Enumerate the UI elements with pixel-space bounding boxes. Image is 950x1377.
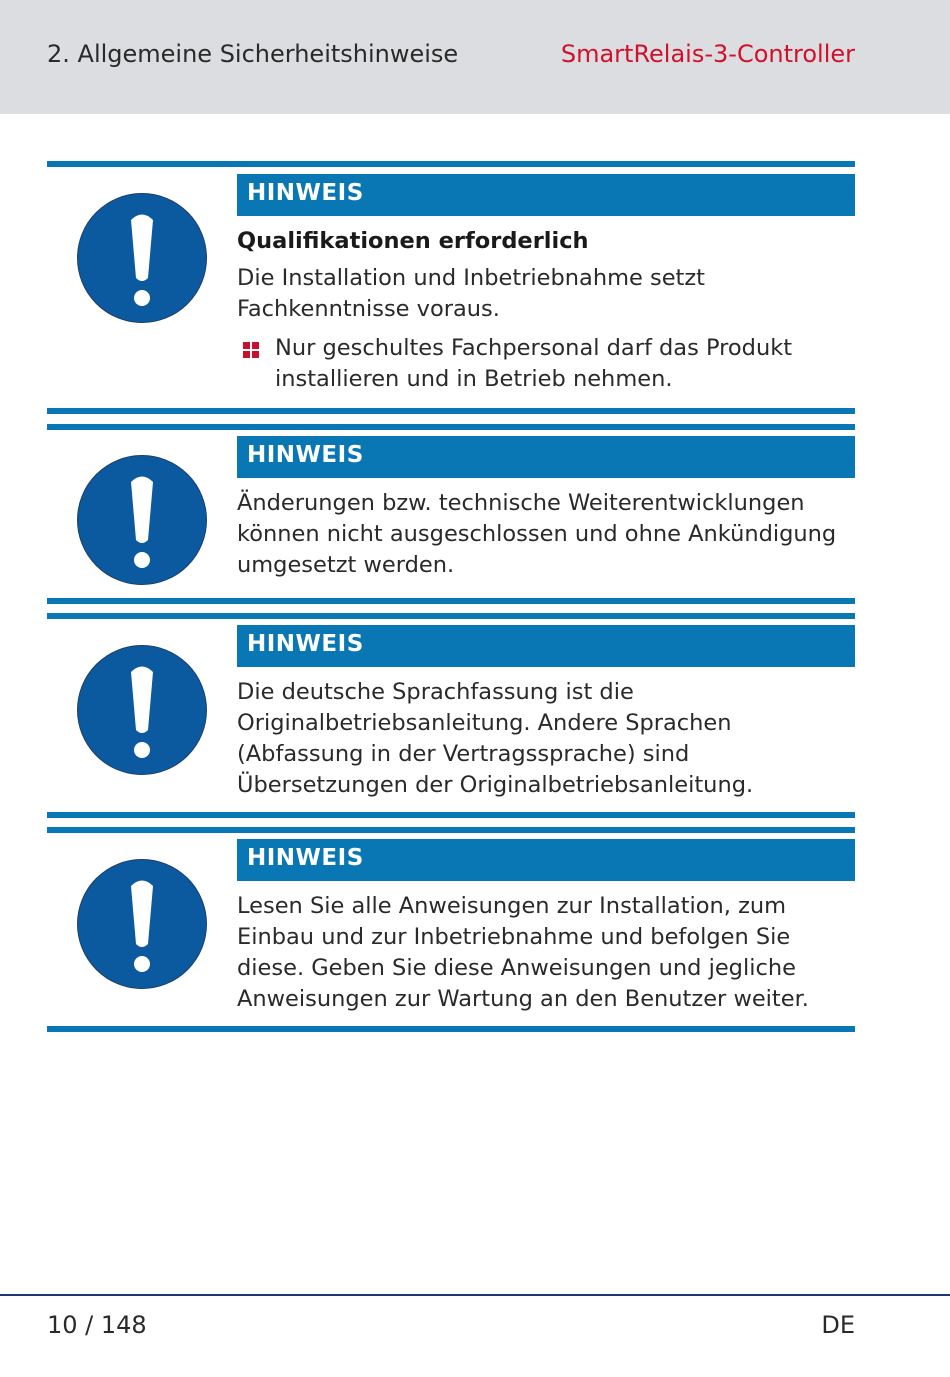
header-section-title: 2. Allgemeine Sicherheitshinweise bbox=[47, 40, 459, 68]
notice-bottom-rule bbox=[47, 598, 855, 604]
notice-text: Änderungen bzw. technische Weiterentwicklungen können nicht ausgeschlossen und ohne Ankündigung umgesetzt werden. bbox=[237, 490, 837, 578]
notice-label: HINWEIS bbox=[247, 442, 364, 468]
notice-box bbox=[47, 161, 855, 415]
notice-top-rule bbox=[47, 613, 855, 619]
notice-bottom-rule bbox=[47, 812, 855, 818]
red-square-bullet-icon bbox=[243, 342, 259, 358]
notice-top-rule bbox=[47, 827, 855, 833]
notice-content bbox=[237, 488, 847, 581]
notice-bottom-rule bbox=[47, 1026, 855, 1032]
notice-content bbox=[237, 226, 847, 395]
notice-text: Lesen Sie alle Anweisungen zur Installation, zum Einbau und zur Inbetriebnahme und befolgen Sie diese. Geben Sie diese Anweisungen und jegliche Anweisungen zur Wartung an den Benutzer weiter. bbox=[237, 893, 809, 1012]
footer-divider bbox=[0, 1294, 950, 1296]
exclamation-icon bbox=[76, 858, 208, 990]
notice-title-bar bbox=[237, 839, 855, 881]
language-code: DE bbox=[821, 1311, 855, 1339]
notice-box bbox=[47, 424, 855, 604]
header-product-name: SmartRelais-3-Controller bbox=[560, 40, 855, 68]
notice-label: HINWEIS bbox=[247, 180, 364, 206]
exclamation-icon bbox=[76, 454, 208, 586]
exclamation-icon bbox=[76, 644, 208, 776]
page-number: 10 / 148 bbox=[47, 1311, 147, 1339]
notice-bullet bbox=[237, 333, 847, 395]
notice-label: HINWEIS bbox=[247, 631, 364, 657]
notice-title-bar bbox=[237, 174, 855, 216]
notice-bottom-rule bbox=[47, 408, 855, 414]
notice-bullet-text: Nur geschultes Fachpersonal darf das Produkt installieren und in Betrieb nehmen. bbox=[275, 335, 793, 392]
notice-title-bar bbox=[237, 436, 855, 478]
notice-box bbox=[47, 827, 855, 1033]
notice-top-rule bbox=[47, 161, 855, 167]
notice-subtitle: Qualifikationen erforderlich bbox=[237, 228, 589, 254]
notice-content bbox=[237, 677, 847, 801]
notice-text: Die Installation und Inbetriebnahme setzt Fachkenntnisse voraus. bbox=[237, 265, 706, 322]
notice-label: HINWEIS bbox=[247, 845, 364, 871]
page-header bbox=[0, 0, 950, 114]
notice-top-rule bbox=[47, 424, 855, 430]
exclamation-icon bbox=[76, 192, 208, 324]
notice-box bbox=[47, 613, 855, 819]
notice-text: Die deutsche Sprachfassung ist die Originalbetriebsanleitung. Andere Sprachen (Abfassung in der Vertragssprache) sind Übersetzungen der Originalbetriebsanleitung. bbox=[237, 679, 754, 798]
notice-title-bar bbox=[237, 625, 855, 667]
notice-content bbox=[237, 891, 847, 1015]
